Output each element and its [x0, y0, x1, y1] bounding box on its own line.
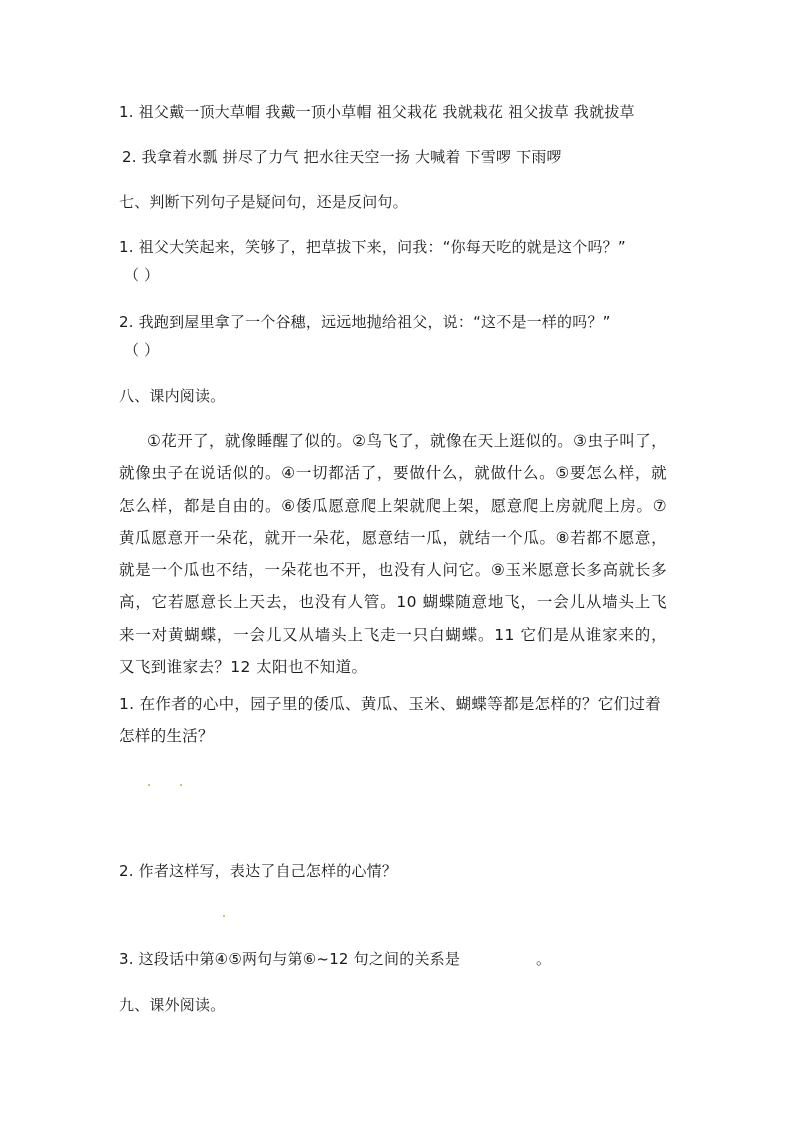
section-7-question-2: 2. 我跑到屋里拿了一个谷穗，远远地抛给祖父，说：“这不是一样的吗？”	[119, 313, 611, 331]
section-8-title: 八、课内阅读。	[119, 387, 226, 405]
reading-question-3-end: 。	[536, 950, 552, 968]
section-7-title: 七、判断下列句子是疑问句，还是反问句。	[119, 193, 408, 211]
reading-question-3	[119, 949, 551, 969]
sentence-item-2: 2. 我拿着水瓢 拼尽了力气 把水往天空一扬 大喊着 下雪啰 下雨啰	[122, 148, 562, 166]
reading-question-2: 2. 作者这样写，表达了自己怎样的心情？	[119, 862, 398, 880]
faint-mark	[180, 784, 182, 786]
section-9-title: 九、课外阅读。	[119, 996, 226, 1014]
reading-question-1: 1. 在作者的心中，园子里的倭瓜、黄瓜、玉米、蝴蝶等都是怎样的？它们过着怎样的生活？	[119, 695, 662, 745]
faint-mark	[223, 915, 225, 917]
reading-question-3-text: 3. 这段话中第④⑤两句与第⑥~12 句之间的关系是	[119, 950, 461, 968]
section-7-answer-paren-2: （ ）	[124, 341, 160, 359]
faint-mark	[148, 784, 150, 786]
sentence-item-1: 1. 祖父戴一顶大草帽 我戴一顶小草帽 祖父栽花 我就栽花 祖父拔草 我就拔草	[119, 103, 635, 121]
section-7-question-1: 1. 祖父大笑起来，笑够了，把草拔下来，问我：“你每天吃的就是这个吗？”	[119, 238, 626, 256]
reading-passage: ①花开了，就像睡醒了似的。②鸟飞了，就像在天上逛似的。③虫子叫了，就像虫子在说话似的。④一切都活了，要做什么，就做什么。⑤要怎么样，就怎么样，都是自由的。⑥倭瓜愿意爬上架就爬上架，愿意爬上房就爬上房。⑦黄瓜愿意开一朵花，就开一朵花，愿意结一瓜，就结一个瓜。⑧若都不愿意，就是一个瓜也不结，一朵花也不开，也没有人问它。⑨玉米愿意长多高就长多高，它若愿意长上天去，也没有人管。10 蝴蝶随意地飞，一会儿从墙头上飞来一对黄蝴蝶，一会儿又从墙头上飞走一只白蝴蝶。11 它们是从谁家来的，又飞到谁家去？12 太阳也不知道。	[119, 432, 667, 677]
section-7-answer-paren-1: （ ）	[124, 266, 160, 284]
answer-blank[interactable]	[460, 963, 536, 964]
